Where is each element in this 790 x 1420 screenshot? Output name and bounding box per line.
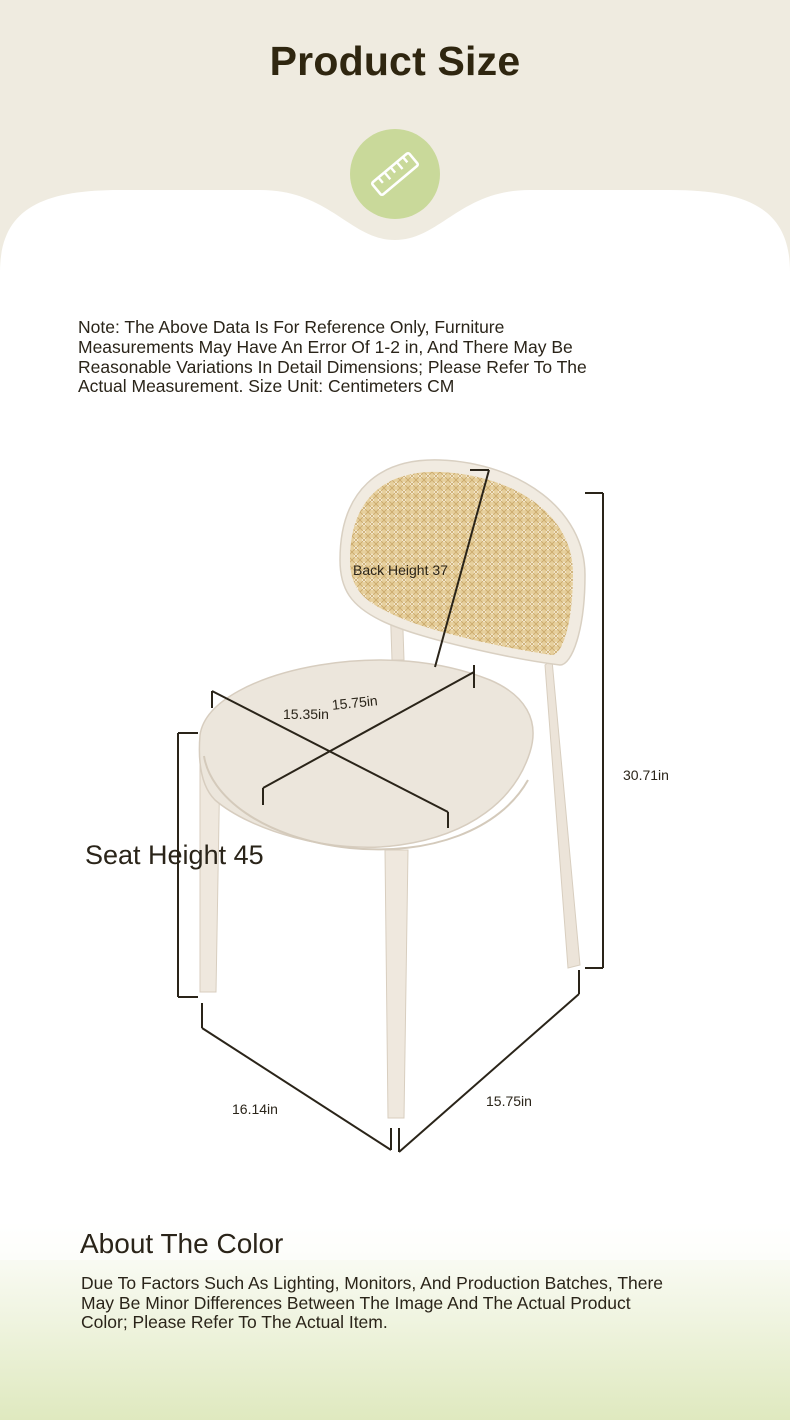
chair-diagram — [0, 440, 790, 1170]
about-color-title: About The Color — [80, 1228, 284, 1259]
back-height-label: Back Height 37 — [353, 562, 448, 578]
base-width-label: 16.14in — [232, 1101, 278, 1117]
chair-illustration — [199, 460, 585, 1118]
about-color-text: Due To Factors Such As Lighting, Monitors, And Production Batches, There May Be Minor Differences Between The Image And The Actual Product Color; Please Refer To The Actual Item. — [81, 1273, 664, 1332]
page-title: Product Size — [269, 38, 521, 84]
reference-note: Note: The Above Data Is For Reference Only, Furniture Measurements May Have An Error Of 1-2 in, And There May Be Reasonable Variations In Detail Dimensions; Please Refer To The Actual Measurement. Size Unit: Centimeters CM — [78, 317, 587, 397]
seat-depth-label: 15.75in — [331, 692, 379, 713]
seat-height-label: Seat Height 45 — [85, 840, 264, 870]
base-depth-label: 15.75in — [486, 1093, 532, 1109]
seat-width-label: 15.35in — [283, 706, 329, 722]
total-height-label: 30.71in — [623, 767, 669, 783]
